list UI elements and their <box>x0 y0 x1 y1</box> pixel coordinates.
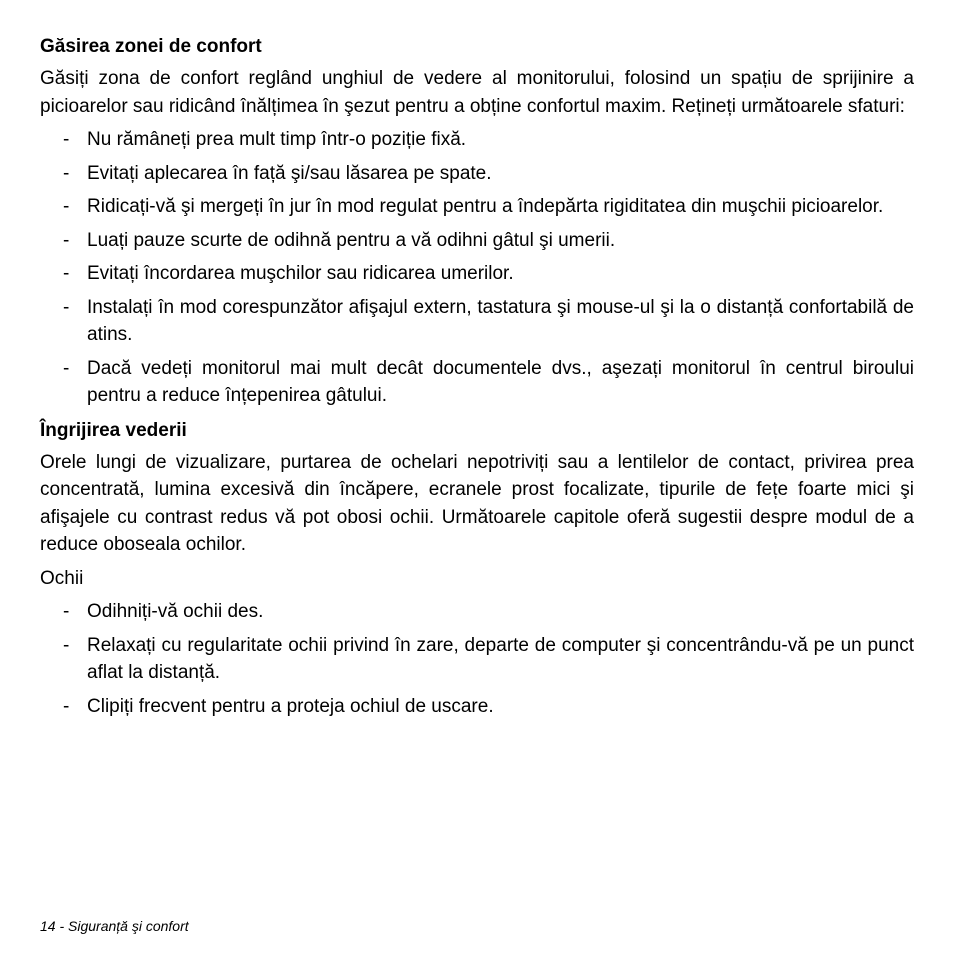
list-item-text: Ridicați-vă şi mergeți în jur în mod regulat pentru a îndepărta rigiditatea din muşchii picioarelor. <box>87 196 884 217</box>
list-item <box>40 632 914 687</box>
list-dash-marker: - <box>63 196 70 217</box>
list-dash-marker: - <box>63 601 70 622</box>
list-item-text: Clipiți frecvent pentru a proteja ochiul de uscare. <box>87 695 494 717</box>
list-dash-marker: - <box>63 634 70 656</box>
list-dash-marker: - <box>63 296 70 318</box>
list-item <box>40 160 914 188</box>
list-item-text: Dacă vedeți monitorul mai mult decât documentele dvs., aşezați monitorul în centrul biroului pentru a reduce înțepenirea gâtului. <box>87 357 914 406</box>
list-item <box>40 355 914 410</box>
list-dash-marker: - <box>63 129 70 150</box>
list-item-text: Odihniți-vă ochii des. <box>87 601 264 622</box>
page-content <box>40 34 914 726</box>
list-item-text: Evitați încordarea muşchilor sau ridicarea umerilor. <box>87 263 514 284</box>
list-item <box>40 693 914 721</box>
comfort-tips-list <box>40 126 914 410</box>
eyes-subheading: Ochii <box>40 567 84 589</box>
eye-care-intro: Orele lungi de vizualizare, purtarea de ochelari nepotriviți sau a lentilelor de contact, privirea prea concentrată, lumina excesivă din încăpere, ecranele prost focalizate, tipurile de fețe foarte mici şi afişajele cu contrast redus vă pot obosi ochii. Următoarele capitole oferă sugestii despre modul de a reduce oboseala ochilor. <box>40 451 914 555</box>
list-item-text: Nu rămâneți prea mult timp într-o poziție fixă. <box>87 129 467 150</box>
list-dash-marker: - <box>63 695 70 717</box>
list-item-text: Instalați în mod corespunzător afişajul extern, tastatura şi mouse-ul şi la o distanță confortabilă de atins. <box>87 296 914 345</box>
comfort-zone-intro: Găsiți zona de confort reglând unghiul de vedere al monitorului, folosind un spațiu de sprijinire a picioarelor sau ridicând înălțimea în şezut pentru a obține confortul maxim. Rețineți următoarele sfaturi: <box>40 68 914 117</box>
list-dash-marker: - <box>63 357 70 379</box>
list-item <box>40 598 914 626</box>
list-item-text: Relaxați cu regularitate ochii privind în zare, departe de computer şi concentrându-vă pe un punct aflat la distanță. <box>87 634 914 683</box>
list-item <box>40 260 914 288</box>
list-item <box>40 227 914 255</box>
list-dash-marker: - <box>63 229 70 251</box>
list-item <box>40 193 914 221</box>
section-title-eye-care: Îngrijirea vederii <box>40 419 187 441</box>
list-item <box>40 294 914 349</box>
list-dash-marker: - <box>63 162 70 184</box>
list-dash-marker: - <box>63 263 70 284</box>
eye-tips-list <box>40 598 914 720</box>
page-footer: 14 - Siguranță şi confort <box>40 918 189 934</box>
list-item-text: Evitați aplecarea în față şi/sau lăsarea pe spate. <box>87 162 492 184</box>
list-item-text: Luați pauze scurte de odihnă pentru a vă odihni gâtul şi umerii. <box>87 229 616 251</box>
section-title-comfort-zone: Găsirea zonei de confort <box>40 36 262 57</box>
list-item <box>40 126 914 154</box>
